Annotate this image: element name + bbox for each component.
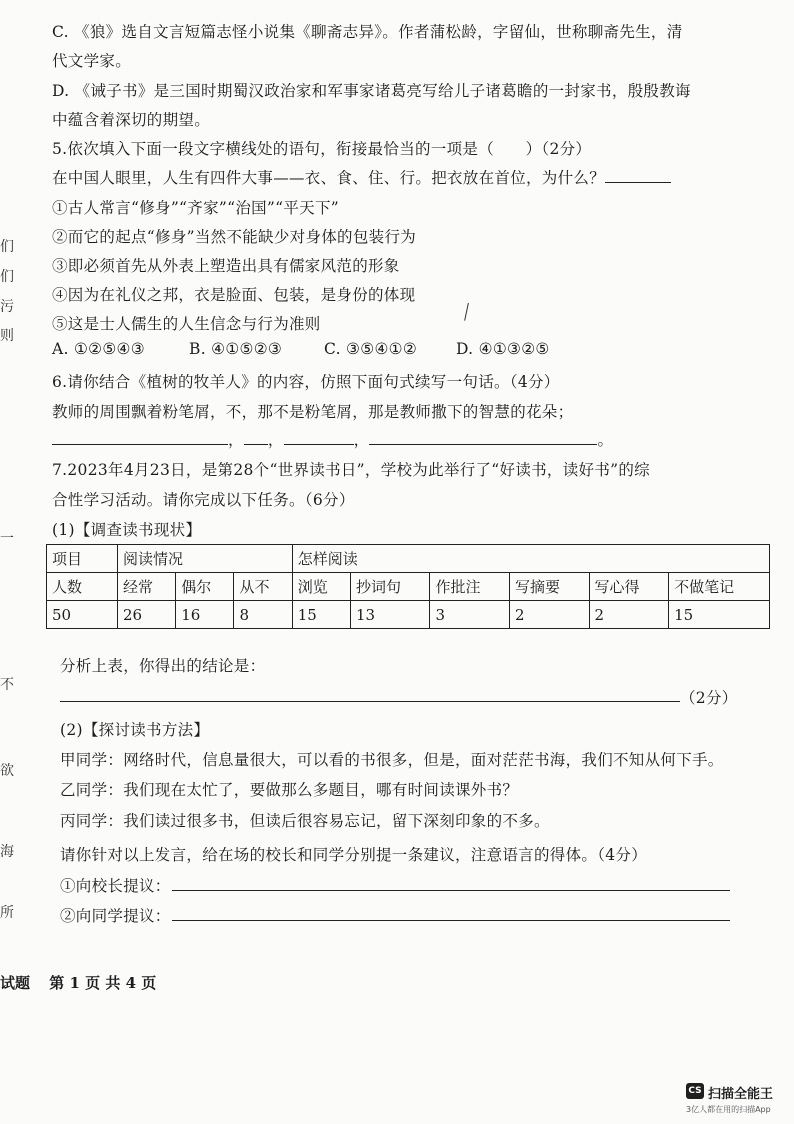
table-cell: 8 — [234, 601, 292, 629]
sentence-1: ①古人常言“修身”“齐家”“治国”“平天下” — [52, 199, 339, 217]
total-count: 50 — [47, 601, 118, 629]
choice-a[interactable]: A. ①②⑤④③ — [52, 340, 145, 358]
question-7-line2: 合性学习活动。请你完成以下任务。（6分） — [52, 491, 355, 509]
margin-char: 则 — [0, 328, 14, 344]
table-cell: 15 — [292, 601, 350, 629]
answer-blank-1[interactable] — [52, 430, 228, 445]
sub-header: 作批注 — [430, 573, 510, 601]
sub-header: 经常 — [118, 573, 176, 601]
comma: ， — [228, 431, 244, 449]
option-c-line1: C. 《狼》选自文言短篇志怪小说集《聊斋志异》。作者蒲松龄，字留仙，世称聊斋先生，清 — [52, 23, 683, 41]
header-reading-status: 阅读情况 — [118, 545, 293, 573]
period: 。 — [597, 431, 614, 449]
margin-char: 一 — [0, 531, 14, 547]
sub-header: 写摘要 — [510, 573, 590, 601]
sentence-4: ④因为在礼仪之邦，衣是脸面、包装，是身份的体现 — [52, 286, 416, 304]
footer-exam-label: 试题 — [0, 974, 31, 992]
option-d-line2: 中蕴含着深切的期望。 — [52, 111, 211, 129]
table-cell: 15 — [669, 601, 770, 629]
analysis-prompt: 分析上表，你得出的结论是： — [60, 657, 266, 675]
margin-char: 海 — [0, 844, 14, 860]
student-bing: 丙同学：我们读过很多书，但读后很容易忘记，留下深刻印象的不多。 — [60, 812, 550, 830]
sub-header: 从不 — [234, 573, 292, 601]
margin-char: 所 — [0, 905, 14, 921]
comma: ， — [267, 431, 284, 449]
question-6: 6.请你结合《植树的牧羊人》的内容，仿照下面句式续写一句话。（4分） — [52, 373, 560, 391]
header-how-to-read: 怎样阅读 — [292, 545, 769, 573]
choice-c[interactable]: C. ③⑤④①② — [324, 340, 418, 358]
question-5-passage — [52, 166, 671, 188]
sub-header: 偶尔 — [176, 573, 234, 601]
sentence-2: ②而它的起点“修身”当然不能缺少对身体的包装行为 — [52, 228, 417, 246]
to-classmates-label: ②向同学提议： — [60, 907, 171, 925]
sentence-5: ⑤这是士人儒生的人生信念与行为准则 — [52, 315, 321, 333]
sub-header: 浏览 — [292, 573, 350, 601]
to-principal-answer-line[interactable] — [172, 889, 730, 891]
sub-header: 写心得 — [589, 573, 669, 601]
table-cell: 2 — [589, 601, 669, 629]
sub-header: 不做笔记 — [669, 573, 770, 601]
margin-char: 们 — [0, 269, 14, 285]
table-cell: 2 — [510, 601, 590, 629]
page-footer — [0, 972, 156, 993]
suggestion-prompt: 请你针对以上发言，给在场的校长和同学分别提一条建议，注意语言的得体。（4分） — [60, 846, 648, 864]
table-cell: 16 — [176, 601, 234, 629]
table-cell: 26 — [118, 601, 176, 629]
answer-blank-3[interactable] — [284, 430, 354, 445]
sentence-3: ③即必须首先从外表上塑造出具有儒家风范的形象 — [52, 257, 400, 275]
question-6-answer-row — [52, 428, 613, 450]
margin-char: 不 — [0, 677, 14, 693]
option-c-line2: 代文学家。 — [52, 52, 132, 70]
answer-blank-2[interactable] — [244, 430, 268, 445]
task-1-title: (1)【调查读书现状】 — [52, 521, 202, 539]
choice-b[interactable]: B. ④①⑤②③ — [189, 340, 283, 358]
header-item: 项目 — [47, 545, 118, 573]
reading-survey-table — [46, 544, 770, 629]
scanner-name: 扫描全能王 — [708, 1087, 774, 1102]
header-count: 人数 — [47, 573, 118, 601]
option-d-line1: D. 《诫子书》是三国时期蜀汉政治家和军事家诸葛亮写给儿子诸葛瞻的一封家书，殷殷教诲 — [52, 82, 691, 100]
to-classmates-answer-line[interactable] — [172, 919, 730, 921]
page-number: 第 1 页 共 4 页 — [49, 974, 157, 992]
camscanner-logo-icon: CS — [686, 1083, 704, 1099]
margin-char: 们 — [0, 239, 14, 255]
scanner-tagline: 3亿人都在用的扫描App — [686, 1105, 771, 1114]
sub-header: 抄词句 — [350, 573, 430, 601]
table-cell: 3 — [430, 601, 510, 629]
pen-mark — [464, 303, 471, 321]
answer-blank[interactable] — [605, 168, 671, 183]
task-2-title: (2)【探讨读书方法】 — [60, 721, 210, 739]
comma: ， — [353, 431, 370, 449]
student-jia: 甲同学：网络时代，信息量很大，可以看的书很多，但是，面对茫茫书海，我们不知从何下手。 — [60, 751, 724, 769]
question-5-passage-text: 在中国人眼里，人生有四件大事——衣、食、住、行。把衣放在首位，为什么？ — [52, 169, 606, 187]
student-yi: 乙同学：我们现在太忙了，要做那么多题目，哪有时间读课外书？ — [60, 781, 519, 799]
table-cell: 13 — [350, 601, 430, 629]
margin-char: 污 — [0, 299, 14, 315]
to-principal-label: ①向校长提议： — [60, 877, 171, 895]
question-5: 5.依次填入下面一段文字横线处的语句，衔接最恰当的一项是（ ）（2分） — [52, 140, 592, 158]
question-6-example: 教师的周围飘着粉笔屑，不，那不是粉笔屑，那是教师撒下的智慧的花朵； — [52, 403, 574, 421]
answer-blank-4[interactable] — [369, 430, 597, 445]
analysis-score: （2分） — [680, 689, 738, 707]
analysis-answer-line[interactable] — [60, 700, 680, 702]
choice-d[interactable]: D. ④①③②⑤ — [456, 340, 550, 358]
margin-char: 欲 — [0, 763, 14, 779]
question-7-line1: 7.2023年4月23日，是第28个“世界读书日”，学校为此举行了“好读书，读好书”的综 — [52, 461, 650, 479]
